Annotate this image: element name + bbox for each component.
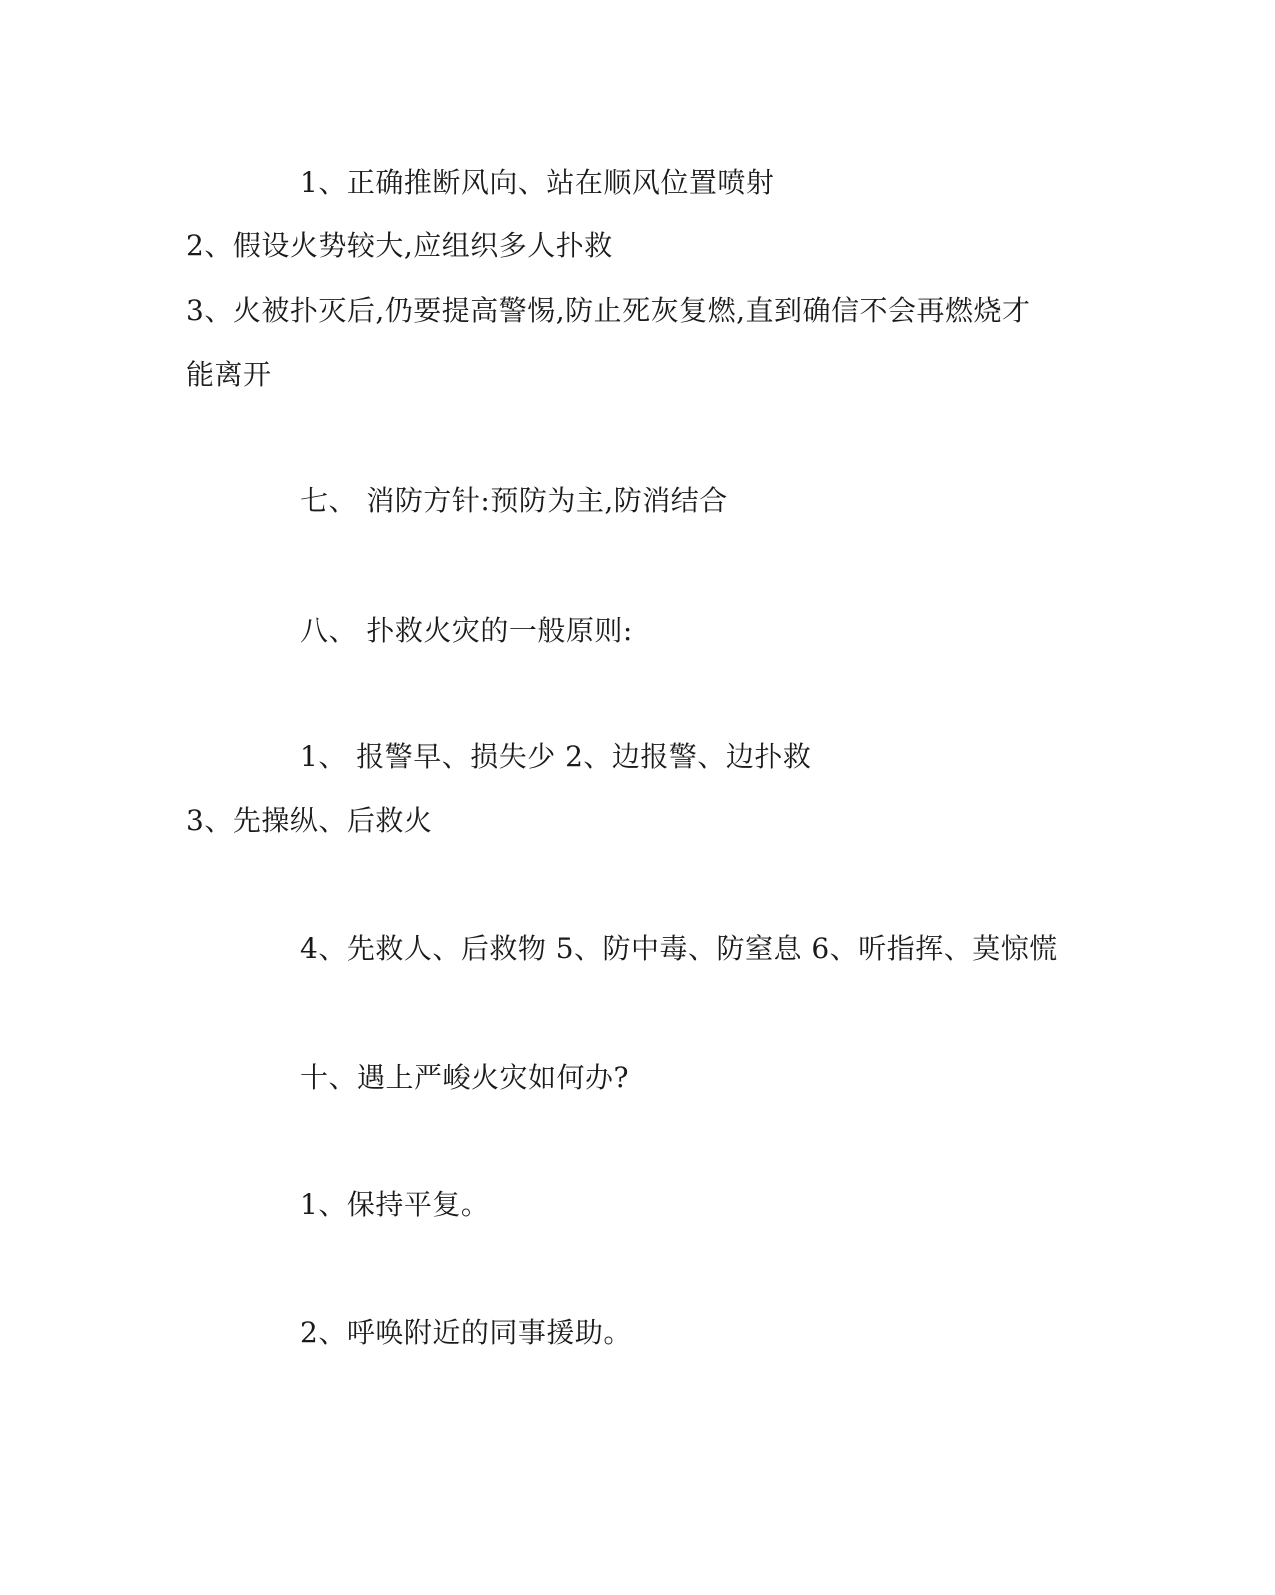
section-heading: 八、 扑救火灾的一般原则: <box>300 614 633 647</box>
paragraph-line: 2、呼唤附近的同事援助。 <box>300 1316 632 1349</box>
paragraph-line: 3、火被扑灭后,仍要提高警惕,防止死灰复燃,直到确信不会再燃烧才 <box>186 294 1031 327</box>
section-heading: 七、 消防方针:预防为主,防消结合 <box>300 484 728 517</box>
paragraph-line: 4、先救人、后救物 5、防中毒、防窒息 6、听指挥、莫惊慌 <box>300 932 1058 965</box>
paragraph-line: 1、正确推断风向、站在顺风位置喷射 <box>300 166 775 199</box>
paragraph-line: 2、假设火势较大,应组织多人扑救 <box>186 229 613 262</box>
paragraph-line: 1、保持平复。 <box>300 1188 490 1221</box>
section-heading: 十、遇上严峻火灾如何办? <box>300 1061 630 1094</box>
paragraph-line: 3、先操纵、后救火 <box>186 804 433 837</box>
paragraph-line: 1、 报警早、损失少 2、边报警、边扑救 <box>300 740 812 773</box>
paragraph-line: 能离开 <box>186 358 272 391</box>
